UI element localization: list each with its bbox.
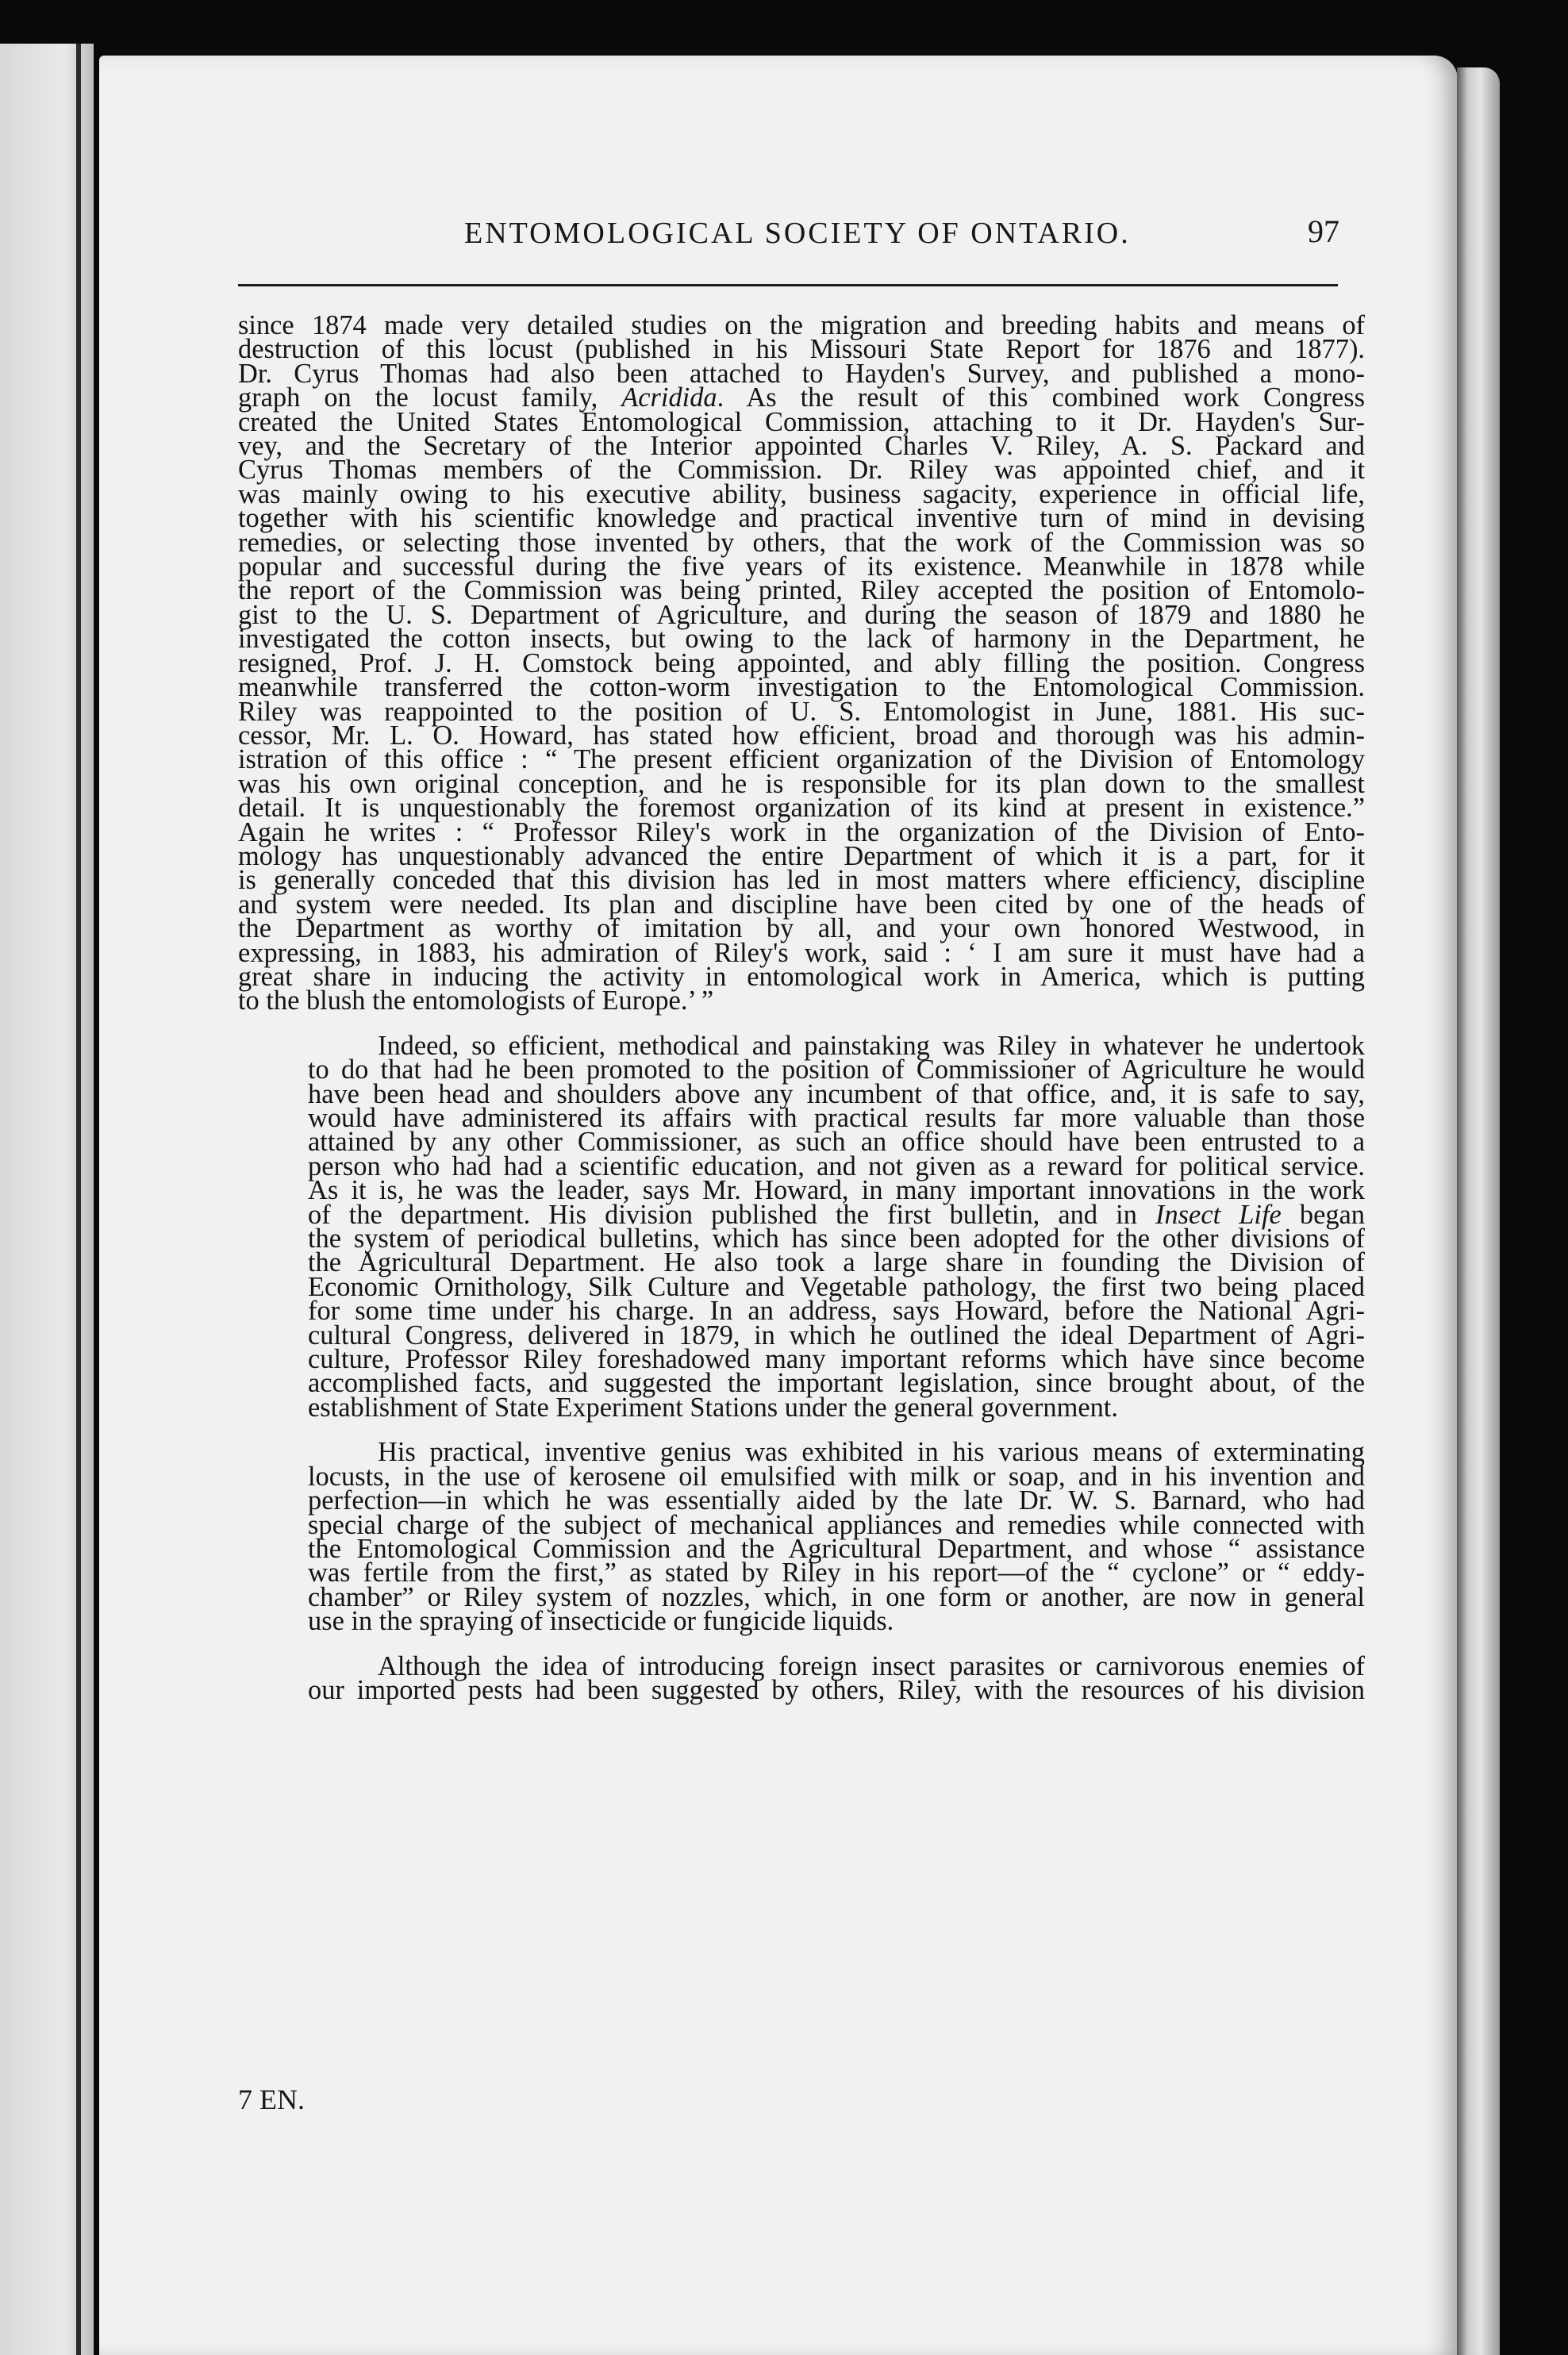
- text-line: the Agricultural Department. He also took a large share in founding the Division of: [308, 1247, 1365, 1278]
- text-line: since 1874 made very detailed studies on the migration and breeding habits and means of: [238, 310, 1365, 340]
- text-line: for some time under his charge. In an address, says Howard, before the National Agri-: [308, 1296, 1365, 1327]
- body-text: [238, 310, 1365, 1723]
- paragraph: [238, 1650, 1365, 1705]
- text-line: have been head and shoulders above any incumbent of that office, and, it is safe to say,: [308, 1078, 1365, 1109]
- text-line: Indeed, so efficient, methodical and painstaking was Riley in whatever he undertook: [378, 1030, 1365, 1061]
- text-line: cessor, Mr. L. O. Howard, has stated how efficient, broad and thorough was his admin-: [238, 720, 1365, 751]
- text-line: Although the idea of introducing foreign insect parasites or carnivorous enemies of: [378, 1650, 1365, 1681]
- text-line: cultural Congress, delivered in 1879, in which he outlined the ideal Department of Agri-: [308, 1320, 1365, 1350]
- text-line: vey, and the Secretary of the Interior appointed Charles V. Riley, A. S. Packard and: [238, 431, 1365, 462]
- text-line: locusts, in the use of kerosene oil emulsified with milk or soap, and in his invention and: [308, 1461, 1365, 1492]
- text-line: popular and successful during the five years of its existence. Meanwhile in 1878 while: [238, 551, 1365, 582]
- text-line: would have administered its affairs with practical results far more valuable than those: [308, 1103, 1365, 1133]
- text-line: His practical, inventive genius was exhibited in his various means of exterminating: [378, 1437, 1365, 1468]
- text-line: meanwhile transferred the cotton-worm investigation to the Entomological Commission.: [238, 672, 1365, 703]
- text-line: of the department. His division published the first bulletin, and in Insect Life began: [308, 1199, 1365, 1230]
- text-line: investigated the cotton insects, but owing to the lack of harmony in the Department, he: [238, 624, 1365, 655]
- text-line: remedies, or selecting those invented by others, that the work of the Commission was so: [238, 527, 1365, 558]
- text-line: was mainly owing to his executive ability, business sagacity, experience in official life,: [238, 478, 1365, 509]
- text-line: the system of periodical bulletins, which has since been adopted for the other divisions of: [308, 1224, 1365, 1254]
- text-line: Cyrus Thomas members of the Commission. Dr. Riley was appointed chief, and it: [238, 455, 1365, 486]
- text-line: destruction of this locust (published in his Missouri State Report for 1876 and 1877).: [238, 334, 1365, 365]
- gutter-line: [76, 44, 81, 2355]
- text-line: perfection—in which he was essentially aided by the late Dr. W. S. Barnard, who had: [308, 1485, 1365, 1516]
- text-line: person who had had a scientific education, and not given as a reward for political service.: [308, 1151, 1365, 1181]
- text-line: attained by any other Commissioner, as such an office should have been entrusted to a: [308, 1127, 1365, 1158]
- text-line: graph on the locust family, Acridida. As the result of this combined work Congress: [238, 382, 1365, 413]
- text-line: chamber” or Riley system of nozzles, which, in one form or another, are now in general: [308, 1581, 1365, 1612]
- text-line: Dr. Cyrus Thomas had also been attached to Hayden's Survey, and published a mono-: [238, 358, 1365, 389]
- text-line: together with his scientific knowledge and practical inventive turn of mind in devising: [238, 503, 1365, 534]
- text-line: to do that had he been promoted to the position of Commissioner of Agriculture he would: [308, 1055, 1365, 1085]
- text-line: istration of this office : “ The present efficient organization of the Division of Entomology: [238, 744, 1365, 775]
- text-line: created the United States Entomological Commission, attaching to it Dr. Hayden's Sur-: [238, 406, 1365, 437]
- text-line: is generally conceded that this division has led in most matters where efficiency, discipline: [238, 865, 1365, 896]
- text-line: was his own original conception, and he is responsible for its plan down to the smallest: [238, 768, 1365, 799]
- text-line: great share in inducing the activity in entomological work in America, which is putting: [238, 961, 1365, 992]
- text-line: was fertile from the first,” as stated by Riley in his report—of the “ cyclone” or “ eddy-: [308, 1558, 1365, 1589]
- text-line: expressing, in 1883, his admiration of Riley's work, said : ‘ I am sure it must have had a: [238, 937, 1365, 968]
- text-line: special charge of the subject of mechanical appliances and remedies while connected with: [308, 1509, 1365, 1540]
- paragraph: [238, 310, 1365, 1016]
- page-fore-edge: [1457, 67, 1500, 2355]
- text-line: As it is, he was the leader, says Mr. Howard, in many important innovations in the work: [308, 1175, 1365, 1206]
- text-line: resigned, Prof. J. H. Comstock being appointed, and ably filling the position. Congress: [238, 647, 1365, 678]
- text-line: to the blush the entomologists of Europe.’ ”: [238, 985, 714, 1016]
- page-number: 97: [1308, 213, 1339, 249]
- text-line: our imported pests had been suggested by others, Riley, with the resources of his division: [308, 1674, 1365, 1705]
- text-line: use in the spraying of insecticide or fungicide liquids.: [308, 1606, 894, 1637]
- italic-term: Acridida: [621, 382, 717, 413]
- italic-term: Insect Life: [1155, 1199, 1282, 1230]
- paragraph: [238, 1437, 1365, 1637]
- text-line: detail. It is unquestionably the foremost organization of its kind at present in existence.”: [238, 793, 1365, 824]
- running-head: ENTOMOLOGICAL SOCIETY OF ONTARIO.: [464, 217, 1131, 250]
- text-line: Riley was reappointed to the position of U. S. Entomologist in June, 1881. His suc-: [238, 696, 1365, 727]
- text-line: accomplished facts, and suggested the important legislation, since brought about, of the: [308, 1368, 1365, 1399]
- text-line: the report of the Commission was being printed, Riley accepted the position of Entomolo-: [238, 575, 1365, 606]
- paragraph: [238, 1030, 1365, 1423]
- text-line: the Entomological Commission and the Agricultural Department, and whose “ assistance: [308, 1533, 1365, 1564]
- signature-mark: 7 EN.: [238, 2084, 305, 2115]
- text-line: establishment of State Experiment Stations under the general government.: [308, 1392, 1118, 1423]
- text-line: mology has unquestionably advanced the entire Department of which it is a part, for it: [238, 840, 1365, 871]
- text-line: the Department as worthy of imitation by all, and your own honored Westwood, in: [238, 913, 1365, 944]
- text-line: gist to the U. S. Department of Agriculture, and during the season of 1879 and 1880 he: [238, 599, 1365, 630]
- text-line: Again he writes : “ Professor Riley's work in the organization of the Division of Ento-: [238, 816, 1365, 847]
- text-line: culture, Professor Riley foreshadowed many important reforms which have since become: [308, 1344, 1365, 1375]
- text-line: Economic Ornithology, Silk Culture and Vegetable pathology, the first two being placed: [308, 1271, 1365, 1302]
- text-line: and system were needed. Its plan and discipline have been cited by one of the heads of: [238, 889, 1365, 920]
- header-rule: [238, 284, 1338, 286]
